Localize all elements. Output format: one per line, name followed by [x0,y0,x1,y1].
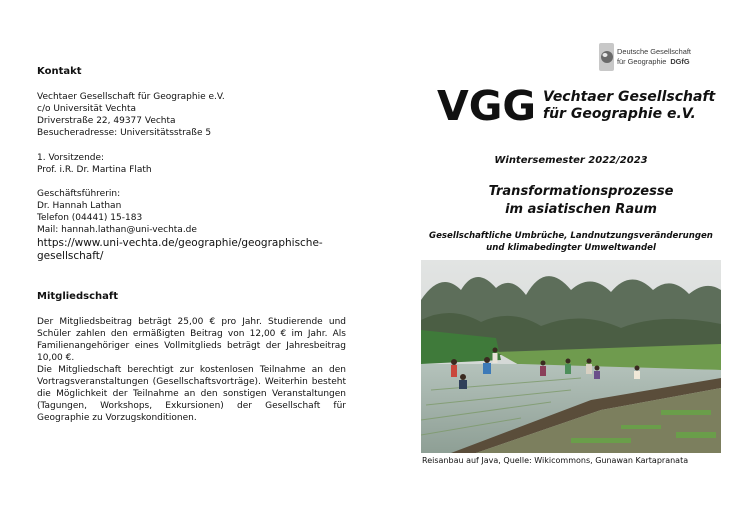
vgg-abbreviation: VGG [437,82,537,130]
chair-line: 1. Vorsitzende: [37,153,105,163]
vgg-name-line2: für Geographie e.V. [543,106,696,122]
semester-label: Wintersemester 2022/2023 [494,155,648,166]
event-subtitle-line2: und klimabedingter Umweltwandel [486,243,656,253]
photo-caption: Reisanbau auf Java, Quelle: Wikicommons, Gunawan Kartapranata [422,456,689,465]
membership-heading: Mitgliedschaft [37,291,118,302]
website-link[interactable] [37,237,323,263]
event-title [420,183,742,219]
website-line[interactable]: gesellschaft/ [37,250,104,262]
email-link[interactable]: Mail: hannah.lathan@uni-vechta.de [37,225,197,235]
address-line: Vechtaer Gesellschaft für Geographie e.V. [37,92,225,102]
dgfg-abbr: DGfG [670,57,690,66]
dgfg-logo [597,40,715,74]
event-subtitle-line1: Gesellschaftliche Umbrüche, Landnutzungsveränderungen [429,231,713,241]
address-line: Driverstraße 22, 49377 Vechta [37,116,176,126]
vgg-full-name [543,89,715,123]
address-line: Besucheradresse: Universitätsstraße 5 [37,128,212,138]
membership-benefits-text: Die Mitgliedschaft berechtigt zur kostenlosen Teilnahme an den Vortragsveranstaltungen (Gesellschaftsvorträge). Weiterhin besteht die Möglichkeit der Teilnahme an den sonstigen Veranstaltungen (Tagungen, Workshops, Exkursionen) der Gesellschaft für Geographie zu Vorzugskonditionen. [37,365,346,423]
event-subtitle [420,230,722,254]
dgfg-globe-icon [597,40,617,74]
manager-line: Telefon (04441) 15-183 [37,213,143,223]
rice-field-photo [421,260,721,453]
website-line[interactable]: https://www.uni-vechta.de/geographie/geographische- [37,237,323,249]
membership-fee-text: Der Mitgliedsbeitrag beträgt 25,00 € pro Jahr. Studierende und Schüler zahlen den ermäßigten Beitrag von 12,00 € im Jahr. Als Familienangehöriger eines Vollmitglieds beträgt der Jahresbeitrag 10,00 €. [37,317,346,363]
dgfg-wordmark [617,47,691,67]
dgfg-line2: für Geographie [617,57,667,66]
vgg-name-line1: Vechtaer Gesellschaft [543,89,716,105]
rice-field-illustration [421,260,721,453]
contact-chair [37,152,152,176]
contact-manager [37,188,197,236]
contact-heading: Kontakt [37,66,82,77]
contact-address [37,91,225,139]
dgfg-line1: Deutsche Gesellschaft [617,47,691,56]
address-line: c/o Universität Vechta [37,104,137,114]
manager-line: Dr. Hannah Lathan [37,201,122,211]
chair-line: Prof. i.R. Dr. Martina Flath [37,165,152,175]
manager-line: Geschäftsführerin: [37,189,121,199]
event-title-line1: Transformationsprozesse [488,184,674,199]
event-title-line2: im asiatischen Raum [505,202,657,217]
